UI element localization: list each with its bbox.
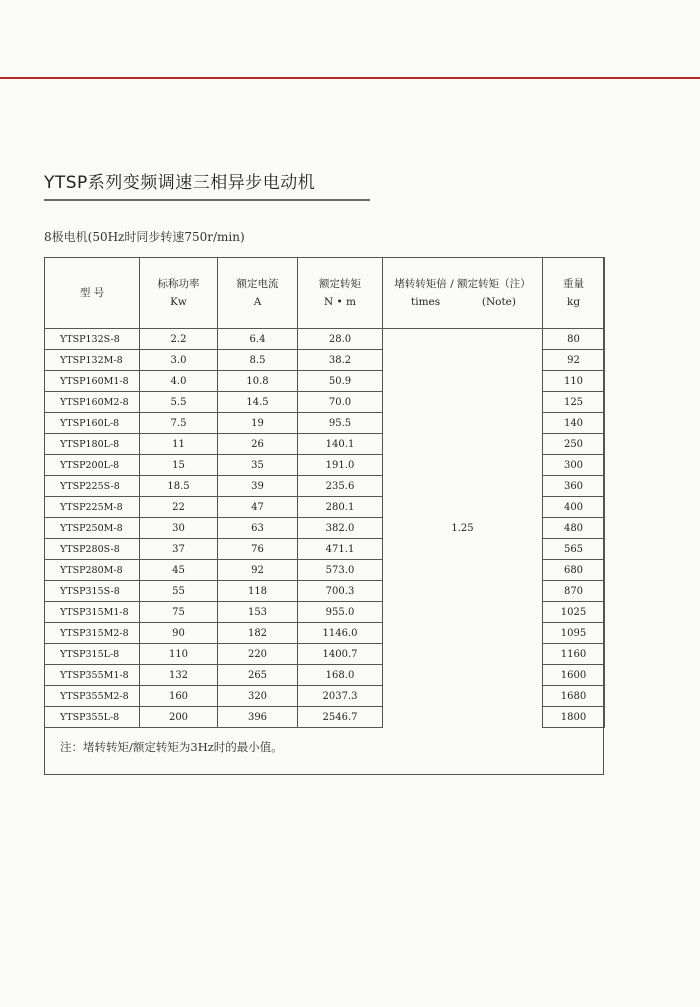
cell-power: 110: [140, 644, 218, 665]
cell-current: 265: [218, 665, 298, 686]
cell-power: 75: [140, 602, 218, 623]
cell-torque: 382.0: [298, 518, 383, 539]
cell-current: 220: [218, 644, 298, 665]
cell-weight: 140: [543, 413, 605, 434]
cell-weight: 300: [543, 455, 605, 476]
cell-current: 153: [218, 602, 298, 623]
header-power: [140, 258, 218, 329]
cell-model: YTSP250M-8: [45, 518, 140, 539]
cell-model: YTSP160M1-8: [45, 371, 140, 392]
header-weight: [543, 258, 605, 329]
cell-weight: 110: [543, 371, 605, 392]
cell-weight: 400: [543, 497, 605, 518]
header-power-unit: Kw: [170, 296, 187, 308]
header-ratio-label: 堵转转矩倍 / 额定转矩（注）: [394, 278, 531, 290]
table-header-row: [45, 258, 605, 329]
cell-torque: 2546.7: [298, 707, 383, 728]
cell-torque: 955.0: [298, 602, 383, 623]
cell-ratio-merged: 1.25: [383, 329, 543, 728]
cell-current: 19: [218, 413, 298, 434]
cell-current: 35: [218, 455, 298, 476]
cell-torque: 235.6: [298, 476, 383, 497]
cell-power: 4.0: [140, 371, 218, 392]
header-torque-unit: N • m: [323, 296, 356, 308]
cell-current: 182: [218, 623, 298, 644]
cell-model: YTSP315S-8: [45, 581, 140, 602]
cell-power: 30: [140, 518, 218, 539]
cell-current: 118: [218, 581, 298, 602]
cell-torque: 1400.7: [298, 644, 383, 665]
cell-torque: 38.2: [298, 350, 383, 371]
cell-weight: 1095: [543, 623, 605, 644]
cell-power: 160: [140, 686, 218, 707]
cell-current: 92: [218, 560, 298, 581]
cell-weight: 480: [543, 518, 605, 539]
page-title: YTSP系列变频调速三相异步电动机: [44, 173, 316, 193]
cell-current: 47: [218, 497, 298, 518]
cell-power: 18.5: [140, 476, 218, 497]
cell-torque: 28.0: [298, 329, 383, 350]
cell-current: 63: [218, 518, 298, 539]
cell-model: YTSP355M1-8: [45, 665, 140, 686]
cell-weight: 565: [543, 539, 605, 560]
cell-torque: 2037.3: [298, 686, 383, 707]
cell-weight: 92: [543, 350, 605, 371]
cell-weight: 870: [543, 581, 605, 602]
table-row: [45, 329, 605, 350]
cell-torque: 191.0: [298, 455, 383, 476]
cell-power: 15: [140, 455, 218, 476]
header-ratio: [383, 258, 543, 329]
cell-torque: 1146.0: [298, 623, 383, 644]
cell-current: 76: [218, 539, 298, 560]
cell-model: YTSP132M-8: [45, 350, 140, 371]
cell-power: 5.5: [140, 392, 218, 413]
cell-model: YTSP355L-8: [45, 707, 140, 728]
cell-weight: 680: [543, 560, 605, 581]
cell-weight: 1160: [543, 644, 605, 665]
header-ratio-times: times: [411, 296, 441, 308]
cell-power: 11: [140, 434, 218, 455]
cell-power: 3.0: [140, 350, 218, 371]
header-weight-unit: kg: [566, 296, 581, 308]
cell-current: 39: [218, 476, 298, 497]
cell-weight: 125: [543, 392, 605, 413]
cell-model: YTSP315M2-8: [45, 623, 140, 644]
header-current-unit: A: [253, 296, 262, 308]
header-torque-label: 额定转矩: [319, 278, 361, 290]
header-weight-label: 重量: [563, 278, 584, 290]
cell-weight: 1800: [543, 707, 605, 728]
header-current-label: 额定电流: [236, 278, 279, 290]
cell-model: YTSP225S-8: [45, 476, 140, 497]
cell-current: 14.5: [218, 392, 298, 413]
cell-torque: 95.5: [298, 413, 383, 434]
cell-model: YTSP200L-8: [45, 455, 140, 476]
cell-weight: 80: [543, 329, 605, 350]
cell-weight: 1600: [543, 665, 605, 686]
cell-power: 132: [140, 665, 218, 686]
header-model: [45, 258, 140, 329]
cell-model: YTSP280S-8: [45, 539, 140, 560]
header-ratio-note: (Note): [481, 296, 516, 308]
cell-power: 55: [140, 581, 218, 602]
cell-model: YTSP160M2-8: [45, 392, 140, 413]
header-power-label: 标称功率: [157, 278, 200, 290]
cell-model: YTSP280M-8: [45, 560, 140, 581]
cell-torque: 280.1: [298, 497, 383, 518]
header-current: [218, 258, 298, 329]
cell-torque: 70.0: [298, 392, 383, 413]
cell-power: 37: [140, 539, 218, 560]
cell-weight: 1025: [543, 602, 605, 623]
table-subtitle: 8极电机(50Hz时同步转速750r/min): [44, 230, 245, 244]
title-underline: [44, 199, 370, 201]
cell-current: 396: [218, 707, 298, 728]
cell-weight: 1680: [543, 686, 605, 707]
cell-power: 7.5: [140, 413, 218, 434]
header-torque: [298, 258, 383, 329]
cell-model: YTSP180L-8: [45, 434, 140, 455]
cell-model: YTSP315M1-8: [45, 602, 140, 623]
cell-torque: 168.0: [298, 665, 383, 686]
cell-current: 10.8: [218, 371, 298, 392]
cell-model: YTSP225M-8: [45, 497, 140, 518]
cell-current: 320: [218, 686, 298, 707]
cell-current: 8.5: [218, 350, 298, 371]
cell-model: YTSP160L-8: [45, 413, 140, 434]
cell-model: YTSP355M2-8: [45, 686, 140, 707]
cell-power: 90: [140, 623, 218, 644]
header-model-label: 型 号: [79, 287, 105, 299]
cell-model: YTSP315L-8: [45, 644, 140, 665]
cell-torque: 50.9: [298, 371, 383, 392]
table-footnote: 注：堵转转矩/额定转矩为3Hz时的最小值。: [60, 740, 283, 754]
cell-torque: 700.3: [298, 581, 383, 602]
cell-weight: 250: [543, 434, 605, 455]
cell-weight: 360: [543, 476, 605, 497]
cell-torque: 573.0: [298, 560, 383, 581]
cell-current: 6.4: [218, 329, 298, 350]
cell-model: YTSP132S-8: [45, 329, 140, 350]
motor-spec-table: [44, 257, 605, 728]
cell-torque: 140.1: [298, 434, 383, 455]
top-divider-line: [0, 77, 700, 79]
cell-current: 26: [218, 434, 298, 455]
cell-torque: 471.1: [298, 539, 383, 560]
cell-power: 2.2: [140, 329, 218, 350]
cell-power: 22: [140, 497, 218, 518]
cell-power: 45: [140, 560, 218, 581]
cell-power: 200: [140, 707, 218, 728]
